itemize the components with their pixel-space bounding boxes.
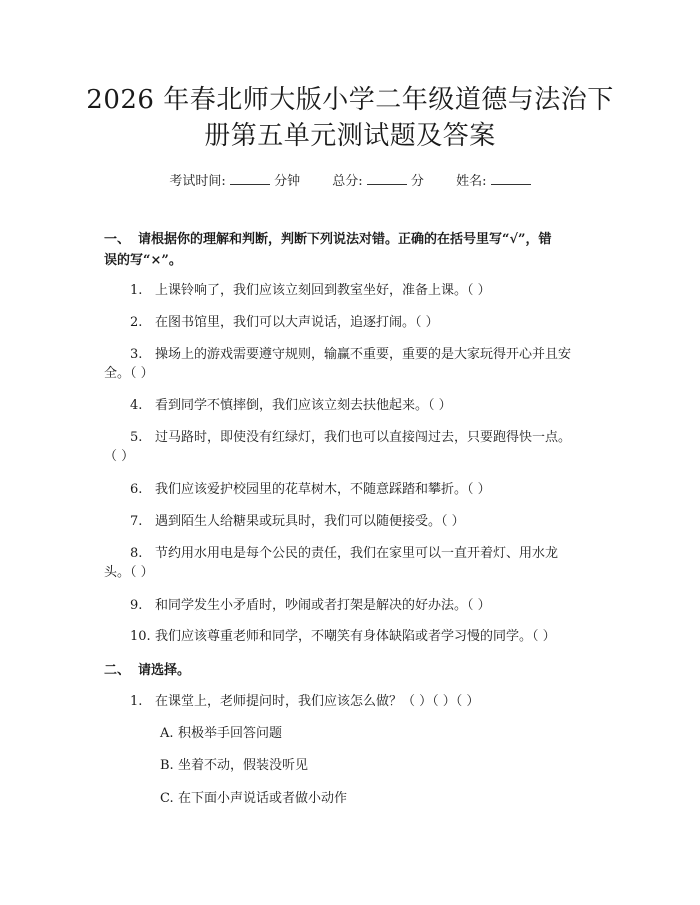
page-title-line-2: 册第五单元测试题及答案 xyxy=(204,121,496,151)
exam-time-blank[interactable] xyxy=(230,172,270,185)
total-score xyxy=(332,174,428,189)
question-text: 在课堂上，老师提问时，我们应该怎么做？（ ）（ ）（ ） xyxy=(155,694,480,709)
question-1-3 xyxy=(104,345,600,365)
section-2-number: 二、 xyxy=(104,663,131,678)
option-text: 在下面小声说话或者做小动作 xyxy=(178,791,348,806)
section-1-heading-line-2: 误的写“×”。 xyxy=(104,253,182,268)
question-text: 遇到陌生人给糖果或玩具时，我们可以随便接受。（ ） xyxy=(155,514,465,529)
question-number: 4. xyxy=(130,398,143,413)
question-number: 2. xyxy=(130,315,143,330)
question-text: 上课铃响了，我们应该立刻回到教室坐好，准备上课。（ ） xyxy=(155,283,491,298)
question-1-8-cont xyxy=(104,563,600,583)
option-text: 坐着不动，假装没听见 xyxy=(178,758,309,773)
student-name-blank[interactable] xyxy=(491,172,531,185)
question-2-1 xyxy=(104,692,600,712)
question-text: 看到同学不慎摔倒，我们应该立刻去扶他起来。（ ） xyxy=(155,398,452,413)
option-text: 积极举手回答问题 xyxy=(178,726,283,741)
option-a[interactable] xyxy=(160,724,282,744)
exam-time xyxy=(169,174,304,189)
option-b[interactable] xyxy=(160,756,308,776)
question-text: 节约用水用电是每个公民的责任，我们在家里可以一直开着灯、用水龙 xyxy=(155,546,559,561)
question-1-3-cont xyxy=(104,364,600,384)
option-letter: A. xyxy=(160,726,174,741)
question-1-4 xyxy=(104,396,600,416)
question-text: 过马路时，即使没有红绿灯，我们也可以直接闯过去，只要跑得快一点。 xyxy=(155,430,572,445)
question-1-1 xyxy=(104,281,600,301)
section-2-heading xyxy=(104,660,604,681)
section-1-heading-line-1: 请根据你的理解和判断，判断下列说法对错。正确的在括号里写“√”，错 xyxy=(138,232,552,247)
section-1-heading-cont xyxy=(104,250,604,271)
question-1-7 xyxy=(104,512,600,532)
question-1-10 xyxy=(104,627,600,647)
question-text: 操场上的游戏需要遵守规则，输赢不重要，重要的是大家玩得开心并且安 xyxy=(155,347,572,362)
student-name xyxy=(456,174,531,189)
section-1-heading xyxy=(104,229,604,250)
question-number: 7. xyxy=(130,514,143,529)
question-text-cont: 头。（ ） xyxy=(104,565,154,580)
question-number: 1. xyxy=(130,694,143,709)
question-number: 1. xyxy=(130,283,143,298)
total-score-blank[interactable] xyxy=(367,172,407,185)
option-letter: B. xyxy=(160,758,174,773)
question-1-5-cont xyxy=(104,447,600,467)
exam-time-label: 考试时间: xyxy=(169,174,226,189)
page-title-line-1: 2026 年春北师大版小学二年级道德与法治下 xyxy=(86,85,614,115)
student-name-label: 姓名: xyxy=(456,174,487,189)
question-1-8 xyxy=(104,544,600,564)
question-number: 9. xyxy=(130,598,143,613)
question-text-cont: 全。（ ） xyxy=(104,366,154,381)
exam-time-unit: 分钟 xyxy=(274,174,301,189)
question-number: 8. xyxy=(130,546,143,561)
question-number: 6. xyxy=(130,482,143,497)
total-score-label: 总分: xyxy=(332,174,363,189)
question-number: 3. xyxy=(130,347,143,362)
question-number: 5. xyxy=(130,430,143,445)
section-1-number: 一、 xyxy=(104,232,131,247)
question-text: 我们应该爱护校园里的花草树木，不随意踩踏和攀折。（ ） xyxy=(155,482,491,497)
question-1-2 xyxy=(104,313,600,333)
question-text-cont: （ ） xyxy=(104,449,135,464)
total-score-unit: 分 xyxy=(410,174,424,189)
question-1-6 xyxy=(104,480,600,500)
question-text: 在图书馆里，我们可以大声说话，追逐打闹。（ ） xyxy=(155,315,439,330)
question-1-5 xyxy=(104,428,600,448)
question-text: 和同学发生小矛盾时，吵闹或者打架是解决的好办法。（ ） xyxy=(155,598,491,613)
option-c[interactable] xyxy=(160,789,347,809)
section-2-heading-text: 请选择。 xyxy=(138,663,191,678)
question-text: 我们应该尊重老师和同学，不嘲笑有身体缺陷或者学习慢的同学。（ ） xyxy=(155,629,556,644)
question-1-9 xyxy=(104,596,600,616)
question-number: 10. xyxy=(130,629,151,644)
exam-meta xyxy=(0,170,700,189)
option-letter: C. xyxy=(160,791,174,806)
